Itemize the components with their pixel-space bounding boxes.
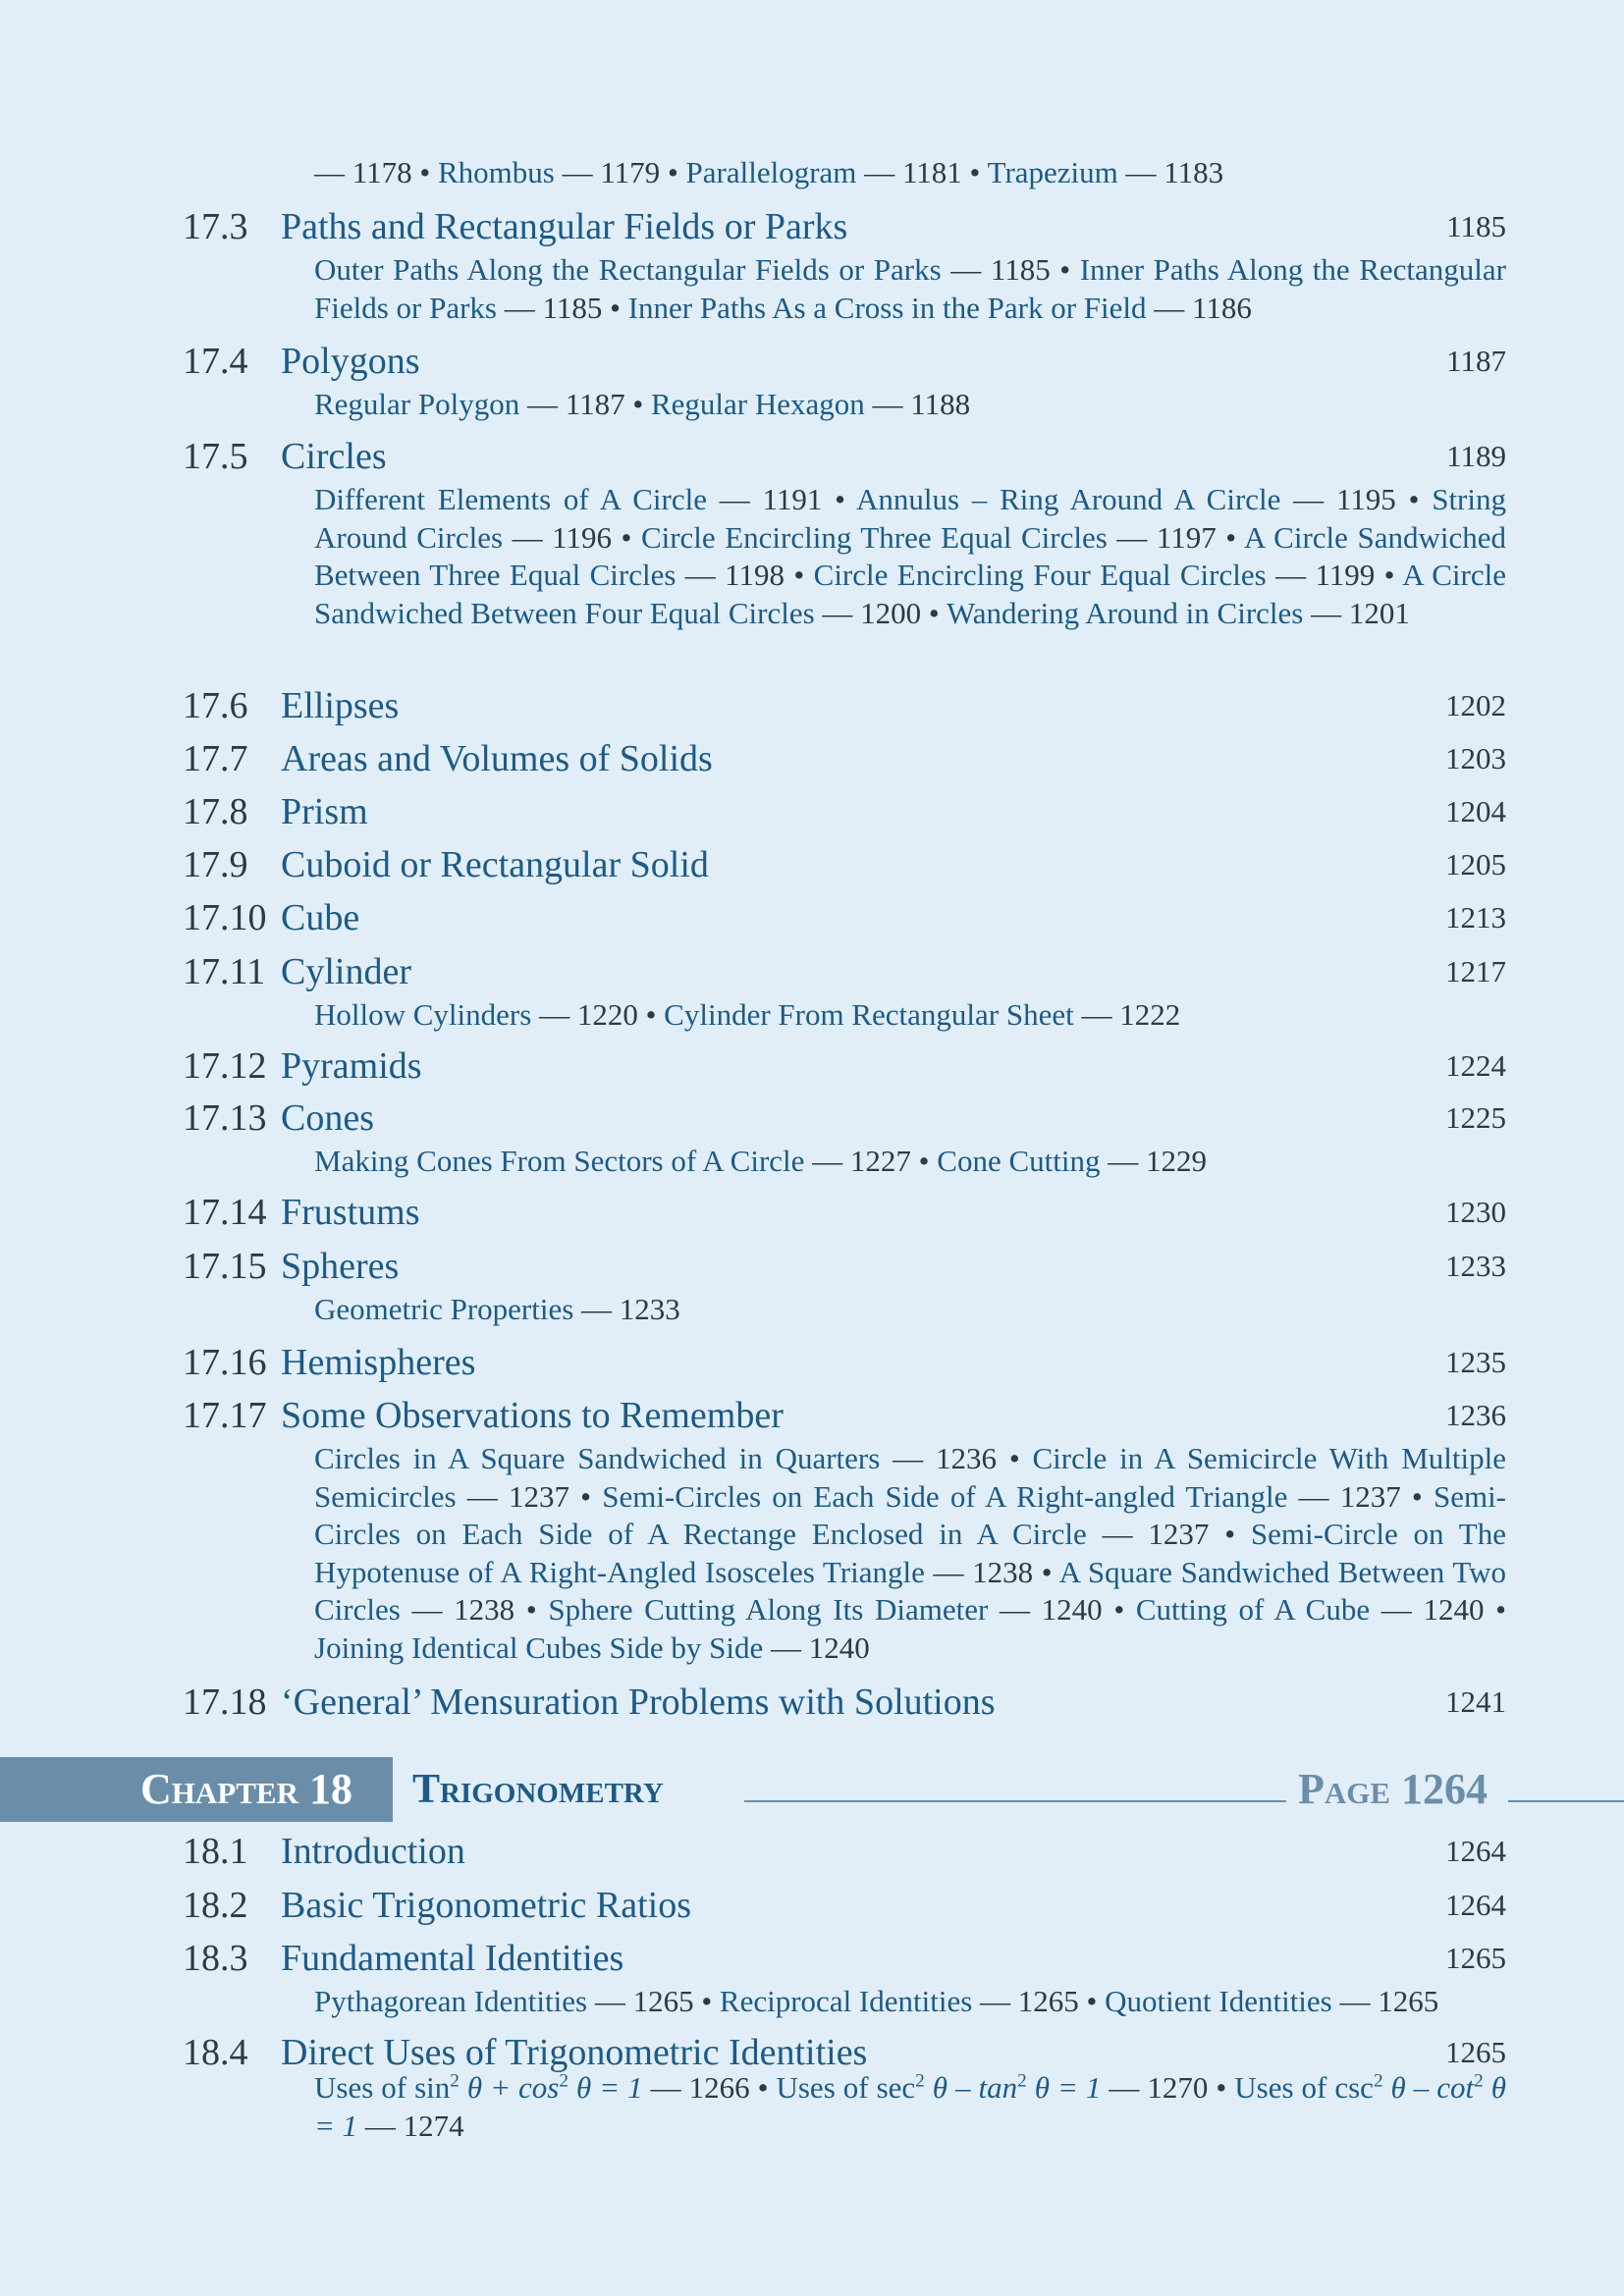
section-page: 1224 <box>1445 1048 1506 1083</box>
subsection-title: Wandering Around in Circles <box>946 595 1304 630</box>
separator: • <box>602 290 628 325</box>
section-page: 1265 <box>1445 2035 1506 2069</box>
toc-entry-head <box>183 1188 1506 1237</box>
dash: — <box>587 1984 633 2018</box>
section-number: 17.18 <box>183 1682 267 1723</box>
subsection-title: Regular Hexagon <box>650 387 865 421</box>
subsection-page: 1191 <box>762 482 823 516</box>
subsection-page: 1222 <box>1119 997 1181 1032</box>
toc-entry <box>183 337 1506 424</box>
dash: — <box>972 1984 1018 2018</box>
subsection-page: 1265 <box>632 1984 694 2018</box>
dash: — <box>1073 997 1120 1032</box>
section-page: 1187 <box>1446 344 1506 378</box>
toc-entry <box>183 432 1506 632</box>
toc-entry-head <box>183 1827 1506 1876</box>
separator: • <box>411 155 438 189</box>
section-title: Fundamental Identities <box>281 1938 624 1979</box>
subsection-page: 1199 <box>1315 558 1376 592</box>
subsection-page: — 1183 <box>1117 155 1224 189</box>
subsection-list <box>314 481 1506 632</box>
dash: — <box>1303 595 1349 630</box>
dash: — <box>804 1144 850 1178</box>
section-number: 17.15 <box>183 1246 267 1287</box>
subsection-list <box>314 1983 1506 2021</box>
dash: — <box>864 387 911 421</box>
subsection-title: Cylinder From Rectangular Sheet <box>664 997 1074 1032</box>
trig-use-2-end: θ = 1 <box>1026 2070 1102 2105</box>
subsection-title: Trapezium <box>987 155 1118 189</box>
trig-use-3-end: θ = 1 <box>314 2070 1506 2143</box>
dash: — <box>497 290 543 325</box>
subsection-title: Circles in A Square Sandwiched in Quarters <box>314 1441 881 1475</box>
toc-entry <box>183 1391 1506 1667</box>
separator: • <box>1216 519 1244 555</box>
toc-entry <box>183 1242 1506 1329</box>
subsection-page: 1196 <box>552 519 612 555</box>
section-page: 1202 <box>1445 688 1506 722</box>
superscript: 2 <box>559 2070 568 2092</box>
dash: — <box>531 997 577 1032</box>
chapter-header <box>0 1757 1624 1822</box>
section-title: Frustums <box>281 1192 420 1233</box>
section-page: 1236 <box>1445 1398 1506 1432</box>
section-page: 1233 <box>1445 1249 1506 1283</box>
dash: — <box>814 595 861 630</box>
subsection-title: Hollow Cylinders <box>314 997 532 1032</box>
toc-entry <box>183 1827 1506 1876</box>
subsection-title: Pythagorean Identities <box>314 1984 588 2018</box>
section-page: 1241 <box>1445 1684 1506 1719</box>
section-title: Direct Uses of Trigonometric Identities <box>281 2032 868 2073</box>
dash: — <box>1146 290 1193 325</box>
subsection-page: 1198 <box>725 558 785 592</box>
section-number: 17.7 <box>183 738 248 779</box>
subsection-title: Different Elements of A Circle <box>314 482 707 516</box>
separator: • <box>612 519 641 555</box>
separator: • <box>1395 482 1433 516</box>
superscript: 2 <box>1017 2070 1027 2092</box>
toc-entry <box>183 1188 1506 1237</box>
trig-use-3-page: — 1274 <box>357 2108 464 2143</box>
separator: • <box>660 155 686 189</box>
separator: • <box>1078 1984 1106 2018</box>
section-title: Introduction <box>281 1831 465 1872</box>
subsection-title: Geometric Properties <box>314 1292 574 1326</box>
section-number: 17.10 <box>183 897 267 938</box>
subsection-title: Inner Paths As a Cross in the Park or Field <box>627 290 1147 325</box>
subsection-list <box>314 386 1506 424</box>
section-title: Polygons <box>281 341 420 382</box>
section-number: 17.17 <box>183 1395 267 1436</box>
section-title: ‘General’ Mensuration Problems with Solutions <box>281 1682 996 1723</box>
subsection-title: Quotient Identities <box>1105 1984 1332 2018</box>
toc-entry-head <box>183 1881 1506 1930</box>
section-page: 1205 <box>1445 847 1506 881</box>
separator: • <box>1375 558 1403 592</box>
dash: — <box>941 252 991 287</box>
subsection-page: 1265 <box>1017 1984 1079 2018</box>
subsection-page: 1195 <box>1335 482 1396 516</box>
separator: • <box>624 387 651 421</box>
toc-entry-head <box>183 734 1506 783</box>
subsection-title: Semi-Circle on The Hypotenuse of A Right-Angled Isosceles Triangle <box>314 1517 1506 1589</box>
section-title: Paths and Rectangular Fields or Parks <box>281 206 848 247</box>
toc-entry <box>183 893 1506 942</box>
subsection-title: Semi-Circles on Each Side of A Rectange Enclosed in A Circle <box>314 1478 1507 1551</box>
trig-uses-block <box>183 2069 1506 2145</box>
dash: — <box>1086 1517 1149 1551</box>
section-number: 18.4 <box>183 2032 248 2073</box>
trig-use-1-prefix: Uses of sin <box>314 2070 451 2105</box>
separator: • <box>1050 252 1080 287</box>
section-title: Some Observations to Remember <box>281 1395 784 1436</box>
subsection-page: 1238 <box>972 1554 1034 1589</box>
section-number: 18.1 <box>183 1831 248 1872</box>
dash: — <box>924 1554 973 1589</box>
subsection-page: 1236 <box>935 1441 997 1475</box>
subsection-page: — 1181 <box>856 155 962 189</box>
dash: — <box>1280 482 1336 516</box>
section-number: 17.14 <box>183 1192 267 1233</box>
separator: • <box>1208 2070 1235 2105</box>
subsection-list <box>314 1143 1506 1181</box>
subsection-title: Reciprocal Identities <box>719 1984 973 2018</box>
trig-uses <box>314 2069 1506 2145</box>
dash: — <box>1100 1144 1146 1178</box>
toc-entry <box>183 202 1506 327</box>
toc-entry <box>183 840 1506 889</box>
separator: • <box>514 1592 549 1627</box>
subsection-page: 1238 <box>454 1592 515 1627</box>
subsection-title: Cutting of A Cube <box>1135 1592 1371 1627</box>
subsection-title: Semi-Circles on Each Side of A Right-angled Triangle <box>602 1478 1288 1514</box>
subsection-title: Making Cones From Sectors of A Circle <box>314 1144 805 1178</box>
section-title: Spheres <box>281 1246 400 1287</box>
section-number: 18.2 <box>183 1885 248 1926</box>
separator: • <box>749 2070 777 2105</box>
toc-entry <box>183 1094 1506 1181</box>
subsection-page: 1186 <box>1192 290 1252 325</box>
superscript: 2 <box>915 2070 925 2092</box>
dash: — <box>1107 519 1157 555</box>
dash: — <box>880 1441 936 1475</box>
dash: — <box>763 1629 809 1665</box>
subsection-page: 1185 <box>990 252 1051 287</box>
subsection-page: 1187 <box>565 387 625 421</box>
subsection-page: — 1178 <box>314 155 412 189</box>
subsection-page: 1200 <box>860 595 922 630</box>
chapter-rule-left <box>744 1800 1286 1802</box>
separator: • <box>1484 1592 1507 1627</box>
toc-entry-head <box>183 1391 1506 1440</box>
subsection-title: Inner Paths Along the Rectangular Fields or Parks <box>314 252 1506 325</box>
toc-entry <box>183 947 1506 1035</box>
trig-use-1-mid: θ + cos <box>459 2070 560 2105</box>
toc-entry <box>183 1934 1506 2021</box>
section-page: 1225 <box>1445 1100 1506 1135</box>
subsection-list <box>314 1291 1506 1329</box>
subsection-page: 1237 <box>1339 1478 1401 1514</box>
subsection-title: Circle Encircling Three Equal Circles <box>640 519 1108 555</box>
section-number: 17.3 <box>183 206 248 247</box>
toc-entry-head <box>183 1934 1506 1983</box>
trig-use-2-mid: θ – tan <box>924 2070 1018 2105</box>
subsection-page: 1240 <box>1423 1592 1485 1627</box>
section-number: 17.12 <box>183 1045 267 1087</box>
section-number: 17.5 <box>183 436 248 477</box>
section-title: Basic Trigonometric Ratios <box>281 1885 691 1926</box>
toc-entry-head <box>183 432 1506 481</box>
toc-entry <box>183 787 1506 836</box>
toc-entry <box>183 734 1506 783</box>
continuation-line <box>314 154 1223 191</box>
toc-entry-head <box>183 202 1506 251</box>
subsection-title: Circle Encircling Four Equal Circles <box>813 558 1267 592</box>
trig-use-1-page: — 1266 <box>642 2070 750 2105</box>
toc-entry-head <box>183 947 1506 996</box>
dash: — <box>573 1292 620 1326</box>
dash: — <box>1370 1592 1424 1627</box>
section-page: 1204 <box>1445 794 1506 828</box>
subsection-list <box>314 1440 1506 1667</box>
dash: — <box>503 519 553 555</box>
section-title: Cylinder <box>281 951 411 992</box>
subsection-page: 1265 <box>1378 1984 1439 2018</box>
superscript: 2 <box>1373 2070 1383 2092</box>
subsection-title: A Square Sandwiched Between Two Circles <box>314 1554 1506 1627</box>
section-number: 17.8 <box>183 791 248 832</box>
separator: • <box>921 595 947 630</box>
dash: — <box>400 1592 455 1627</box>
subsection-page: 1227 <box>849 1144 911 1178</box>
section-title: Prism <box>281 791 368 832</box>
subsection-page: — 1179 <box>554 155 661 189</box>
section-page: 1235 <box>1445 1345 1506 1379</box>
toc-entry <box>183 681 1506 730</box>
section-page: 1264 <box>1445 1888 1506 1922</box>
toc-entry-head <box>183 1094 1506 1143</box>
toc-entry <box>183 1338 1506 1387</box>
subsection-page: 1188 <box>910 387 971 421</box>
toc-entry-head <box>183 681 1506 730</box>
chapter-title: Trigonometry <box>412 1767 664 1812</box>
section-title: Areas and Volumes of Solids <box>281 738 713 779</box>
toc-entry-head <box>183 787 1506 836</box>
dash: — <box>676 558 726 592</box>
section-page: 1230 <box>1445 1195 1506 1229</box>
subsection-page: 1229 <box>1145 1144 1207 1178</box>
toc-entry-head <box>183 337 1506 386</box>
subsection-page: 1237 <box>1148 1517 1210 1551</box>
separator: • <box>822 482 857 516</box>
trig-use-1-end: θ = 1 <box>568 2070 643 2105</box>
section-page: 1189 <box>1446 439 1506 473</box>
section-page: 1217 <box>1445 954 1506 988</box>
separator: • <box>961 155 988 189</box>
toc-entry-head <box>183 1338 1506 1387</box>
section-title: Ellipses <box>281 685 400 726</box>
section-title: Cones <box>281 1097 374 1139</box>
section-title: Hemispheres <box>281 1342 476 1383</box>
toc-entry <box>183 1041 1506 1091</box>
chapter-rule-right <box>1508 1800 1624 1802</box>
superscript: 2 <box>1474 2070 1484 2092</box>
dash: — <box>519 387 566 421</box>
trig-use-2-page: — 1270 <box>1101 2070 1209 2105</box>
subsection-title: Regular Polygon <box>314 387 520 421</box>
trig-use-3-mid: θ – cot <box>1382 2070 1475 2105</box>
subsection-page: 1185 <box>542 290 603 325</box>
subsection-title: Outer Paths Along the Rectangular Fields or Parks <box>314 252 942 287</box>
dash: — <box>1266 558 1316 592</box>
subsection-title: Rhombus <box>437 155 555 189</box>
toc-entry-head <box>183 840 1506 889</box>
dash: — <box>1287 1478 1340 1514</box>
separator: • <box>568 1478 603 1514</box>
section-title: Cube <box>281 897 360 938</box>
section-number: 17.11 <box>183 951 266 992</box>
subsection-list <box>314 996 1506 1035</box>
separator: • <box>1102 1592 1136 1627</box>
subsection-page: 1240 <box>808 1629 870 1665</box>
toc-entry-head <box>183 1678 1506 1727</box>
subsection-page: 1237 <box>508 1478 569 1514</box>
section-number: 18.3 <box>183 1938 248 1979</box>
subsection-title: Cone Cutting <box>937 1144 1101 1178</box>
toc-entry <box>183 1881 1506 1930</box>
subsection-page: 1201 <box>1348 595 1410 630</box>
section-page: 1264 <box>1445 1834 1506 1868</box>
chapter-label: Chapter 18 <box>140 1765 352 1813</box>
subsection-page: 1233 <box>619 1292 680 1326</box>
separator: • <box>1209 1517 1251 1551</box>
dash: — <box>988 1592 1042 1627</box>
toc-entry-head <box>183 1041 1506 1091</box>
separator: • <box>1400 1478 1434 1514</box>
dash: — <box>456 1478 509 1514</box>
section-title: Pyramids <box>281 1045 422 1087</box>
trig-use-2-prefix: Uses of sec <box>776 2070 916 2105</box>
subsection-list <box>314 251 1506 327</box>
subsection-page: 1197 <box>1156 519 1217 555</box>
separator: • <box>637 997 665 1032</box>
section-title: Circles <box>281 436 387 477</box>
separator: • <box>996 1441 1033 1475</box>
subsection-title: Annulus – Ring Around A Circle <box>856 482 1281 516</box>
subsection-title: Joining Identical Cubes Side by Side <box>314 1629 764 1665</box>
section-number: 17.16 <box>183 1342 267 1383</box>
toc-entry-head <box>183 893 1506 942</box>
section-number: 17.4 <box>183 341 248 382</box>
subsection-page: 1240 <box>1041 1592 1103 1627</box>
separator: • <box>1033 1554 1059 1589</box>
subsection-title: A Circle Sandwiched Between Three Equal Circles <box>314 519 1506 592</box>
subsection-title: A Circle Sandwiched Between Four Equal Circles <box>314 558 1506 630</box>
dash: — <box>706 482 763 516</box>
section-title: Cuboid or Rectangular Solid <box>281 844 709 885</box>
toc-entry <box>183 1678 1506 1727</box>
section-page: 1185 <box>1446 209 1506 243</box>
separator: • <box>785 558 814 592</box>
section-number: 17.9 <box>183 844 248 885</box>
section-page: 1265 <box>1445 1941 1506 1975</box>
section-number: 17.6 <box>183 685 248 726</box>
separator: • <box>693 1984 720 2018</box>
separator: • <box>910 1144 938 1178</box>
section-page: 1203 <box>1445 741 1506 775</box>
trig-use-3-prefix: Uses of csc <box>1234 2070 1374 2105</box>
superscript: 2 <box>450 2070 460 2092</box>
dash: — <box>1331 1984 1379 2018</box>
subsection-title: String Around Circles <box>314 482 1506 555</box>
subsection-title: Parallelogram <box>685 155 857 189</box>
section-number: 17.13 <box>183 1097 267 1139</box>
toc-entry-head <box>183 1242 1506 1291</box>
subsection-page: 1220 <box>576 997 638 1032</box>
section-page: 1213 <box>1445 900 1506 934</box>
chapter-page: Page 1264 <box>1298 1765 1489 1813</box>
subsection-title: Sphere Cutting Along Its Diameter <box>548 1592 989 1627</box>
subsection-title: Circle in A Semicircle With Multiple Semicircles <box>314 1441 1506 1514</box>
